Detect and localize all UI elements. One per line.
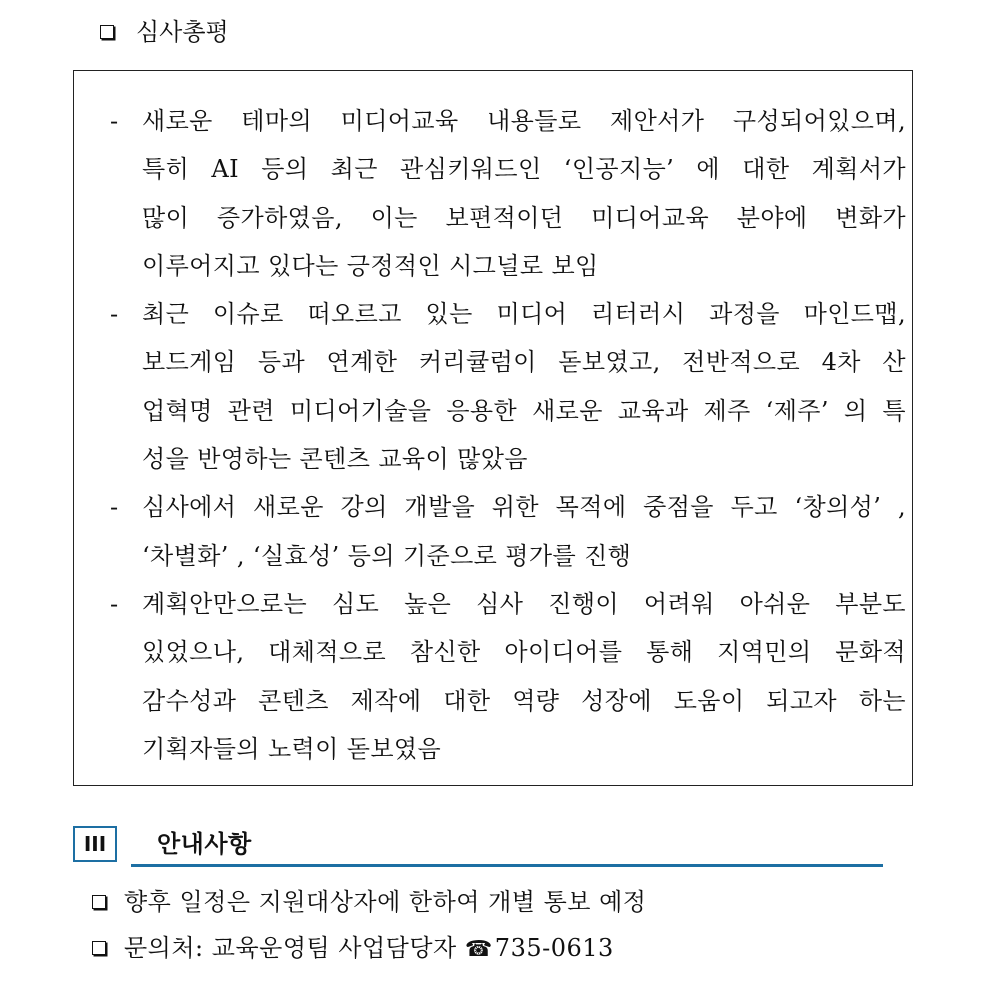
review-bullet-list [110, 97, 906, 773]
bullet-line: 성을 반영하는 콘텐츠 교육이 많았음 [142, 445, 528, 474]
notice-contact-label: 문의처: 교육운영팀 사업담당자 [124, 934, 457, 962]
checkbox-square-icon [100, 25, 114, 39]
bullet-line: 이루어지고 있다는 긍정적인 시그널로 보임 [142, 251, 599, 280]
notice-schedule [92, 884, 646, 920]
bullet-line: 있었으나, 대체적으로 참신한 아이디어를 통해 지역민의 문화적 [142, 638, 906, 667]
bullet-line: 새로운 테마의 미디어교육 내용들로 제안서가 구성되어있으며, [142, 107, 906, 135]
bullet-line: 감수성과 콘텐츠 제작에 대한 역량 성장에 도움이 되고자 하는 [142, 686, 906, 715]
bullet-line: 많이 증가하였음, 이는 보편적이던 미디어교육 분야에 변화가 [142, 203, 906, 232]
notice-schedule-text: 향후 일정은 지원대상자에 한하여 개별 통보 예정 [124, 888, 647, 916]
summary-heading [100, 14, 229, 50]
section-number-badge: III [73, 826, 117, 862]
bullet-line: ‘차별화’ , ‘실효성’ 등의 기준으로 평가를 진행 [142, 541, 632, 570]
notice-contact [92, 930, 614, 968]
bullet-line: 계획안만으로는 심도 높은 심사 진행이 어려워 아쉬운 부분도 [142, 589, 906, 618]
dash-marker: - [110, 107, 119, 135]
dash-marker: - [110, 493, 119, 522]
bullet-line: 업혁명 관련 미디어기술을 응용한 새로운 교육과 제주 ‘제주’ 의 특 [142, 396, 906, 425]
bullet-line: 보드게임 등과 연계한 커리큘럼이 돋보였고, 전반적으로 4차 산 [142, 348, 906, 377]
bullet-line: 기획자들의 노력이 돋보였음 [142, 734, 442, 763]
section-title: 안내사항 [157, 830, 252, 858]
review-bullet-2 [110, 290, 906, 483]
section-underline [131, 864, 883, 867]
checkbox-square-icon [92, 941, 106, 955]
review-bullet-4 [110, 580, 906, 773]
bullet-line: 심사에서 새로운 강의 개발을 위한 목적에 중점을 두고 ‘창의성’ , [142, 493, 906, 522]
summary-heading-title: 심사총평 [136, 18, 229, 46]
dash-marker: - [110, 589, 119, 618]
telephone-icon: ☎ [464, 937, 493, 962]
review-summary-box [73, 70, 913, 786]
review-bullet-3 [110, 483, 906, 580]
review-bullet-1 [110, 97, 906, 290]
checkbox-square-icon [92, 895, 106, 909]
bullet-line: 특히 AI 등의 최근 관심키워드인 ‘인공지능’ 에 대한 계획서가 [142, 155, 906, 184]
bullet-line: 최근 이슈로 떠오르고 있는 미디어 리터러시 과정을 마인드맵, [142, 300, 906, 329]
contact-phone-number: 735-0613 [494, 934, 614, 962]
section-header-notice [73, 826, 883, 870]
dash-marker: - [110, 300, 119, 329]
